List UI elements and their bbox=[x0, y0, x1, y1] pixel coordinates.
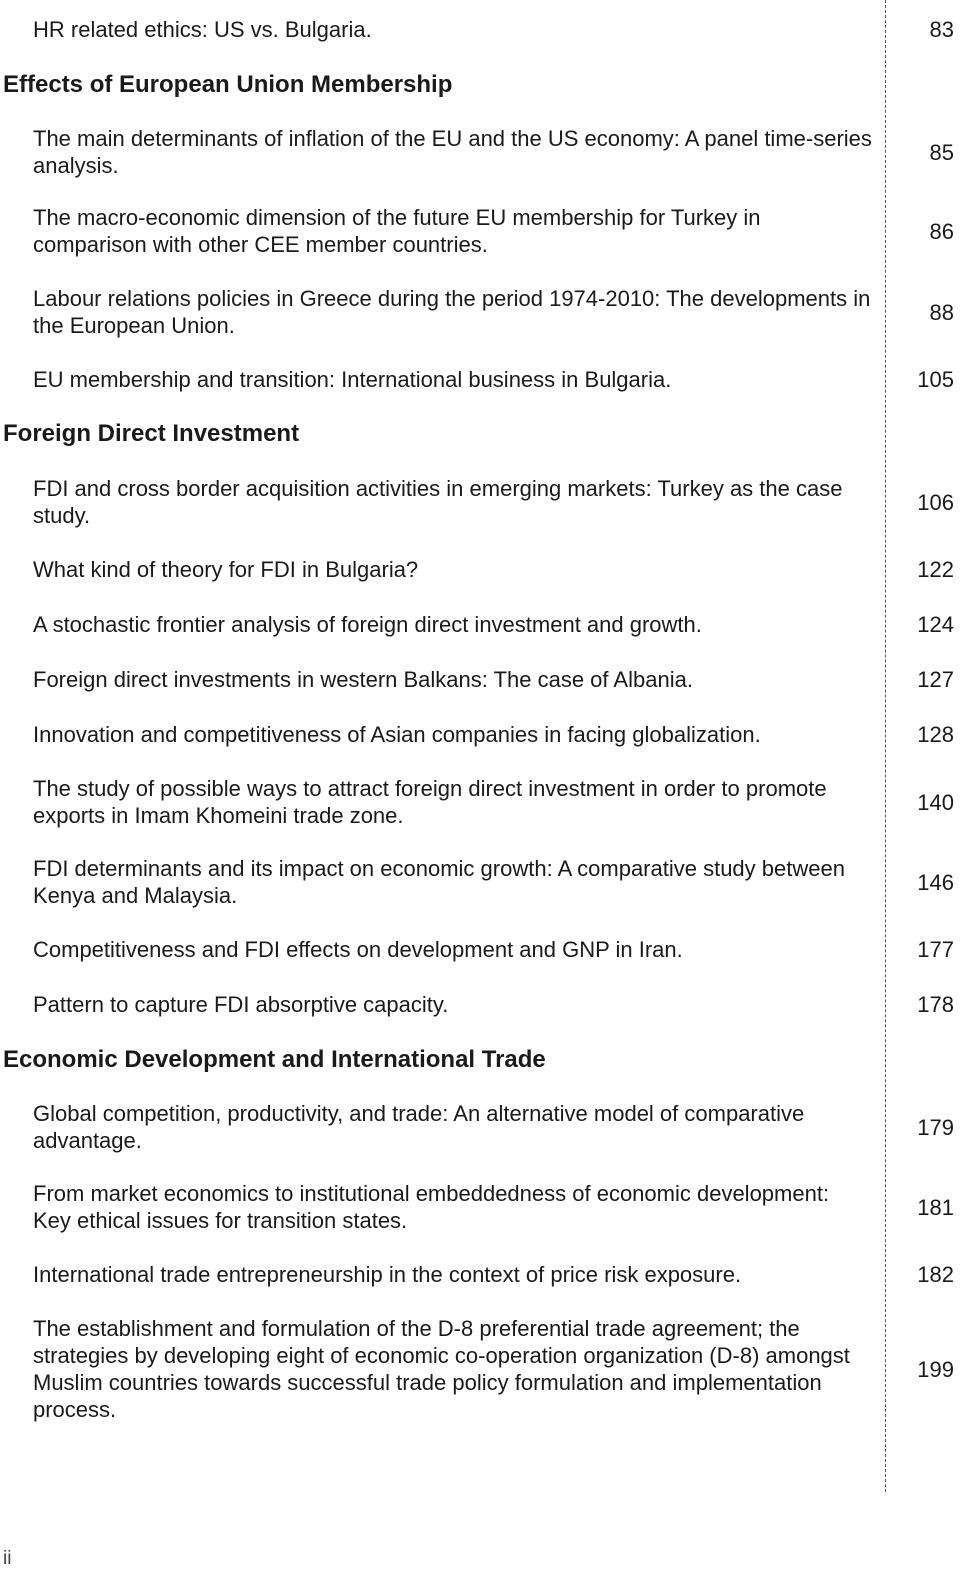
toc-entry-page[interactable]: 127 bbox=[917, 667, 954, 692]
toc-entry-page[interactable]: 86 bbox=[929, 219, 954, 244]
toc-entry-title[interactable]: The main determinants of inflation of the EU and the US economy: A panel time-series analysis. bbox=[33, 126, 872, 178]
toc-entry-page[interactable]: 178 bbox=[917, 992, 954, 1017]
section-heading-fdi: Foreign Direct Investment bbox=[3, 420, 300, 447]
toc-entry-page[interactable]: 124 bbox=[917, 612, 954, 637]
toc-entry-page[interactable]: 179 bbox=[917, 1115, 954, 1140]
footer-page-number: ii bbox=[3, 1548, 12, 1569]
section-heading-trade: Economic Development and International Trade bbox=[3, 1046, 546, 1073]
toc-entry-title[interactable]: The macro-economic dimension of the future EU membership for Turkey in comparison with other CEE member countries. bbox=[33, 205, 761, 257]
toc-entry-title[interactable]: A stochastic frontier analysis of foreign direct investment and growth. bbox=[33, 612, 702, 637]
toc-entry-title[interactable]: Competitiveness and FDI effects on development and GNP in Iran. bbox=[33, 937, 683, 962]
toc-entry-page[interactable]: 181 bbox=[917, 1195, 954, 1220]
toc-entry-title[interactable]: Pattern to capture FDI absorptive capacity. bbox=[33, 992, 449, 1017]
toc-entry-page[interactable]: 128 bbox=[917, 722, 954, 747]
toc-entry-title[interactable]: Innovation and competitiveness of Asian companies in facing globalization. bbox=[33, 722, 761, 747]
toc-entry-page[interactable]: 182 bbox=[917, 1262, 954, 1287]
toc-entry-title[interactable]: Labour relations policies in Greece during the period 1974-2010: The developments in the European Union. bbox=[33, 286, 871, 338]
toc-entry-title[interactable]: Foreign direct investments in western Balkans: The case of Albania. bbox=[33, 667, 693, 692]
toc-entry-page[interactable]: 146 bbox=[917, 870, 954, 895]
toc-entry-title[interactable]: FDI determinants and its impact on economic growth: A comparative study between Kenya and Malaysia. bbox=[33, 856, 845, 908]
toc-entry-title[interactable]: The study of possible ways to attract foreign direct investment in order to promote exports in Imam Khomeini trade zone. bbox=[33, 776, 827, 828]
toc-entry-title[interactable]: HR related ethics: US vs. Bulgaria. bbox=[33, 17, 372, 42]
toc-entry-page[interactable]: 177 bbox=[917, 937, 954, 962]
toc-entry-page[interactable]: 106 bbox=[917, 490, 954, 515]
toc-entry-title[interactable]: The establishment and formulation of the D-8 preferential trade agreement; the strategies by developing eight of economic co-operation organization (D-8) amongst Muslim countries towards successful trade policy formulation and implementation process. bbox=[33, 1316, 850, 1422]
toc-entry-page[interactable]: 83 bbox=[929, 17, 954, 42]
toc-entry-page[interactable]: 199 bbox=[917, 1357, 954, 1382]
toc-entry-title[interactable]: International trade entrepreneurship in the context of price risk exposure. bbox=[33, 1262, 742, 1287]
toc-entry-page[interactable]: 122 bbox=[917, 557, 954, 582]
toc-entry-title[interactable]: From market economics to institutional embeddedness of economic development: Key ethical issues for transition states. bbox=[33, 1181, 830, 1233]
page-number-divider bbox=[885, 0, 886, 1492]
toc-entry-title[interactable]: EU membership and transition: International business in Bulgaria. bbox=[33, 367, 672, 392]
toc-entry-page[interactable]: 85 bbox=[929, 140, 954, 165]
section-heading-eu: Effects of European Union Membership bbox=[3, 71, 453, 98]
toc-entry-title[interactable]: FDI and cross border acquisition activities in emerging markets: Turkey as the case study. bbox=[33, 476, 843, 528]
toc-entry-page[interactable]: 140 bbox=[917, 790, 954, 815]
toc-entry-page[interactable]: 105 bbox=[917, 367, 954, 392]
toc-entry-title[interactable]: What kind of theory for FDI in Bulgaria? bbox=[33, 557, 419, 582]
toc-entry-page[interactable]: 88 bbox=[929, 300, 954, 325]
toc-entry-title[interactable]: Global competition, productivity, and trade: An alternative model of comparative advantage. bbox=[33, 1101, 805, 1153]
